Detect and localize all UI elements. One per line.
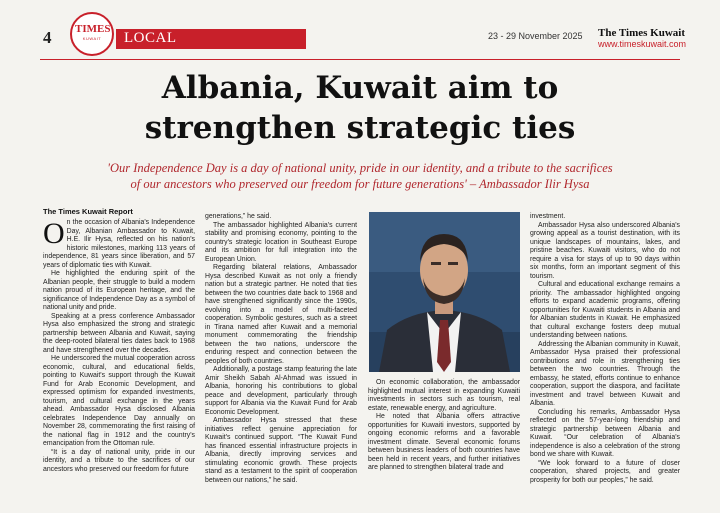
byline: The Times Kuwait Report [43,207,133,216]
paragraph: Addressing the Albanian community in Kuwait, Ambassador Hysa praised their professional contributions and role in strengthening ties between the two countries. Through the embassy, he stated, efforts continue to enhance cooperation, support the diaspora, and facilitate investment and travel between Kuwait and Albania. [530,340,680,407]
paragraph: Concluding his remarks, Ambassador Hysa reflected on the 57-year-long friendship and strategic partnership between Albania and Kuwait. “Our celebration of Albania's independence is also a celebration of the strong bond we share with Kuwait. [530,408,680,458]
issue-date: 23 - 29 November 2025 [488,31,583,41]
ambassador-photo [369,212,520,372]
paragraph: Cultural and educational exchange remains a priority. The ambassador highlighted ongoing efforts to expand academic programs, offering opportunities for Kuwaiti students in Albania and for Albanian students in Kuwait. He emphasized that cultural exchange fosters deep mutual understanding between nations. [530,281,680,339]
paragraph: Ambassador Hysa stressed that these initiatives reflect genuine appreciation for Kuwait's continued support. “The Kuwait Fund has financed essential infrastructure projects in Albania, directly improving services and stimulating economic growth. These projects stand as a testament to the spirit of cooperation between our nations,” he said. [205,417,357,484]
pull-quote-line-1: 'Our Independence Day is a day of national unity, pride in our identity, and a tribute to the sacrifices [107,161,613,175]
paragraph: Ambassador Hysa also underscored Albania's growing appeal as a tourist destination, with its unique landscapes of mountains, lakes, and pristine beaches. Kuwaiti visitors, who do not require a visa for stays of up to 90 days within six months, form an important segment of this tourism. [530,221,680,280]
section-banner [116,29,306,49]
paragraph: “We look forward to a future of closer cooperation, shared projects, and greater prosperity for both our peoples,” he said. [530,459,680,484]
paragraph: generations,” he said. [205,213,272,220]
paragraph: The ambassador highlighted Albania's current stability and promising economy, pointing to the country's strategic location in Southeast Europe and its ambition for full integration into the European Union. [205,221,357,263]
page-number: 4 [43,28,52,47]
logo-text: TIMES [75,23,111,35]
publication-url[interactable]: www.timeskuwait.com [598,39,687,49]
logo-subtext: KUWAIT [82,36,102,41]
headline-line-1: Albania, Kuwait aim to [161,70,559,106]
paragraph [43,219,195,270]
page-header [0,0,720,58]
paragraph: He noted that Albania offers attractive opportunities for Kuwaiti investors, supported by ongoing economic reforms and a favorable investment climate. Several economic forums between business leaders of both countries have been held in recent years, and further initiatives are planned to strengthen bilateral trade and [368,413,520,471]
paragraph: Speaking at a press conference Ambassador Hysa also emphasized the strong and strategic partnership between Albania and Kuwait, saying the deep-rooted bilateral ties dates back to 1968 and have strengthened over the decades. [43,312,195,354]
paragraph-text: n the occasion of Albania's Independence Day, Albanian Ambassador to Kuwait, H.E. Ilir Hysa, reflected on his nation's historic milestones, marking 113 years of independence, 81 years since liberation, and 57 years of diplomatic ties with Kuwait. [43,219,195,269]
headline-line-2: strengthen strategic ties [144,110,576,146]
pull-quote-line-2: of our ancestors who preserved our freedom for future generations' – Ambassador Ilir Hysa [130,177,590,191]
paragraph: investment. [530,213,566,220]
times-kuwait-logo [70,12,114,56]
ambassador-portrait-illustration [369,212,520,372]
headline [40,68,680,148]
publication-name: The Times Kuwait [598,27,685,39]
article-column-2 [205,213,357,485]
drop-cap: O [43,217,65,250]
pull-quote [40,160,680,192]
article-column-3 [368,379,520,473]
paragraph: He highlighted the enduring spirit of the Albanian people, their struggle to build a modern nation proud of its European heritage, and the significance of Independence Day as a symbol of national unity and pride. [43,270,195,311]
paragraph: Additionally, a postage stamp featuring the late Amir Sheikh Sabah Al-Ahmad was issued in Albania, honoring his contributions to global peace and development, particularly through support for Albania via the Kuwait Fund for Arab Economic Development. [205,366,357,416]
paragraph: He underscored the mutual cooperation across economic, cultural, and educational fields, pointing to Kuwait's support through the Kuwait Fund for Arab Economic Development, and expressed optimism for expanded investments, tourism, and cultural exchange in the years ahead. Ambassador Hysa disclosed Albania celebrates Independence Day annually on November 28, commemorating the first raising of the national flag in 1912 and the country's emancipation from the Ottoman rule. [43,355,195,447]
paragraph: “It is a day of national unity, pride in our identity, and a tribute to the sacrifices of our ancestors who preserved our freedom for future [43,448,195,473]
paragraph: On economic collaboration, the ambassador highlighted mutual interest in expanding Kuwaiti investments in sectors such as tourism, real estate, renewable energy, and agriculture. [368,379,520,412]
section-label: LOCAL [124,30,177,46]
header-divider [40,59,680,60]
paragraph: Regarding bilateral relations, Ambassador Hysa described Kuwait as not only a friendly nation but a strategic partner. He noted that ties between the two countries date back to 1968 and have strengthened significantly since the 1990s, evolving into a model of multi-faceted cooperation. Symbolic gestures, such as a street in Tirana named after Kuwait and a memorial monument commemorating the friendship between the two nations, underscore the enduring respect and connection between the peoples of both countries. [205,264,357,365]
article-column-1 [43,219,195,474]
article-column-4 [530,213,680,485]
